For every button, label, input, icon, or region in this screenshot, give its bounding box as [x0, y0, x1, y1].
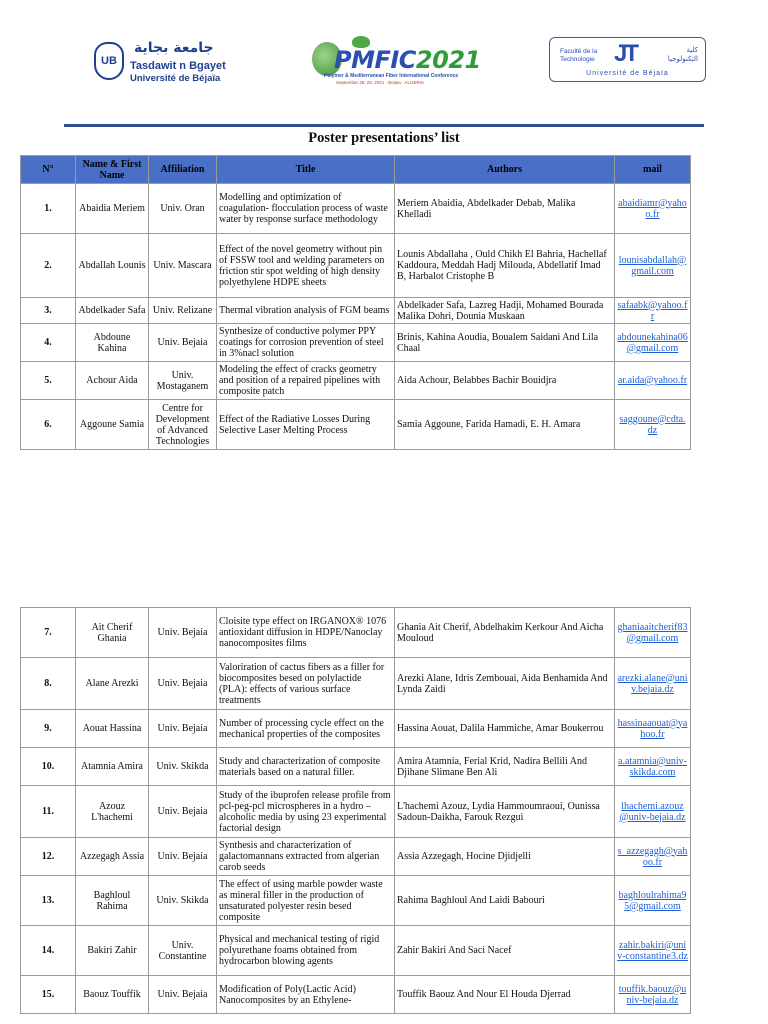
affiliation-cell: Univ. Bejaia: [149, 976, 217, 1014]
header-authors: Authors: [395, 156, 615, 184]
table-row: [21, 362, 691, 400]
authors-cell: Meriem Abaidia, Abdelkader Debab, Malika Khelladi: [395, 184, 615, 234]
authors-cell: Hassina Aouat, Dalila Hammiche, Amar Boukerrou: [395, 710, 615, 748]
faculty-university-name: Université de Béjaïa: [586, 70, 669, 77]
mail-link[interactable]: abdounekahina06@gmail.com: [615, 324, 691, 362]
presenter-name: Abdoune Kahina: [76, 324, 149, 362]
row-number: 12.: [21, 838, 76, 876]
faculty-arabic-name: كلية التكنولوجيا: [667, 46, 698, 63]
row-number: 15.: [21, 976, 76, 1014]
table-row: [21, 748, 691, 786]
university-bejaia-logo: [94, 40, 234, 86]
table-row: [21, 298, 691, 324]
mail-link[interactable]: zahir.bakiri@univ-constantine3.dz: [615, 926, 691, 976]
presenter-name: Atamnia Amira: [76, 748, 149, 786]
table-row: [21, 876, 691, 926]
mail-link[interactable]: touffik.baouz@univ-bejaia.dz: [615, 976, 691, 1014]
faculty-french-name: Faculté de la Technologie: [560, 48, 598, 63]
authors-cell: Lounis Abdallaha , Ould Chikh El Bahria, Hachellaf Kaddoura, Meddah Hadj Milouda, Abdellatif Imad B, Harbalot Cristophe B: [395, 234, 615, 298]
authors-cell: Rahima Baghloul And Laidi Babouri: [395, 876, 615, 926]
row-number: 1.: [21, 184, 76, 234]
header-mail: mail: [615, 156, 691, 184]
presenter-name: Aouat Hassina: [76, 710, 149, 748]
affiliation-cell: Univ. Mostaganem: [149, 362, 217, 400]
conference-date: September 28, 29, 2021 · Bejaia · ALGERIA: [336, 80, 425, 85]
page-title: Poster presentations’ list: [308, 130, 460, 146]
table-row: [21, 838, 691, 876]
presenter-name: Azzegagh Assia: [76, 838, 149, 876]
presenter-name: Bakiri Zahir: [76, 926, 149, 976]
logo-line-1: Tasdawit n Bgayet: [130, 60, 226, 72]
table-row: [21, 400, 691, 450]
row-number: 4.: [21, 324, 76, 362]
poster-title: Valoriration of cactus fibers as a filler for biocomposites besed on polylactide (PLA): effects of various surface treatments: [217, 658, 395, 710]
mail-link[interactable]: a.atamnia@univ-skikda.com: [615, 748, 691, 786]
poster-title: Study of the ibuprofen release profile from pcl-peg-pcl microspheres in a hydro – alcoholic media by using 23 experimental factorial design: [217, 786, 395, 838]
poster-title: Modification of Poly(Lactic Acid) Nanocomposites by an Ethylene-: [217, 976, 395, 1014]
presenter-name: Abdelkader Safa: [76, 298, 149, 324]
presenter-name: Aggoune Samia: [76, 400, 149, 450]
authors-cell: Aida Achour, Belabbes Bachir Bouidjra: [395, 362, 615, 400]
poster-title: Effect of the Radiative Losses During Selective Laser Melting Process: [217, 400, 395, 450]
poster-title: Study and characterization of composite materials based on a natural filler.: [217, 748, 395, 786]
table-row: [21, 926, 691, 976]
poster-title: Modeling the effect of cracks geometry and position of a repaired pipelines with composite patch: [217, 362, 395, 400]
table-row: [21, 710, 691, 748]
poster-table-1: [20, 155, 691, 450]
mail-link[interactable]: ar.aida@yahoo.fr: [615, 362, 691, 400]
affiliation-cell: Univ. Bejaia: [149, 608, 217, 658]
mail-link[interactable]: safaabk@yahoo.fr: [615, 298, 691, 324]
row-number: 13.: [21, 876, 76, 926]
table-row: [21, 234, 691, 298]
presenter-name: Ait Cherif Ghania: [76, 608, 149, 658]
row-number: 10.: [21, 748, 76, 786]
presenter-name: Abdallah Lounis: [76, 234, 149, 298]
affiliation-cell: Univ. Bejaia: [149, 786, 217, 838]
poster-title: The effect of using marble powder waste as mineral filler in the production of unsaturated polyester resin besed composite: [217, 876, 395, 926]
table-row: [21, 786, 691, 838]
conference-year: 2021: [415, 46, 481, 74]
affiliation-cell: Univ. Oran: [149, 184, 217, 234]
affiliation-cell: Univ. Bejaia: [149, 658, 217, 710]
poster-table-2: [20, 607, 691, 1014]
affiliation-cell: Univ. Mascara: [149, 234, 217, 298]
row-number: 11.: [21, 786, 76, 838]
row-number: 8.: [21, 658, 76, 710]
authors-cell: Samia Aggoune, Farida Hamadi, E. H. Amara: [395, 400, 615, 450]
table-row: [21, 184, 691, 234]
logo-line-2: Université de Béjaïa: [130, 73, 221, 84]
presenter-name: Achour Aida: [76, 362, 149, 400]
affiliation-cell: Univ. Skikda: [149, 876, 217, 926]
poster-title: Number of processing cycle effect on the mechanical properties of the composites: [217, 710, 395, 748]
presenter-name: Alane Arezki: [76, 658, 149, 710]
presenter-name: Baghloul Rahima: [76, 876, 149, 926]
presenter-name: Azouz L'hachemi: [76, 786, 149, 838]
header-affiliation: Affiliation: [149, 156, 217, 184]
mail-link[interactable]: saggoune@cdta.dz: [615, 400, 691, 450]
row-number: 6.: [21, 400, 76, 450]
authors-cell: Arezki Alane, Idris Zembouai, Aida Benhamida And Lynda Zaidi: [395, 658, 615, 710]
mail-link[interactable]: arezki.alane@univ.bejaia.dz: [615, 658, 691, 710]
poster-title: Synthesize of conductive polymer PPY coatings for corrosion prevention of steel in 3%nacl solution: [217, 324, 395, 362]
authors-cell: Brinis, Kahina Aoudia, Boualem Saidani And Lila Chaal: [395, 324, 615, 362]
authors-cell: Assia Azzegagh, Hocine Djidjelli: [395, 838, 615, 876]
faculty-mark-icon: JT: [614, 40, 637, 67]
table-header-row: [21, 156, 691, 184]
poster-title: Physical and mechanical testing of rigid polyurethane foams obtained from hydrocarbon blowing agents: [217, 926, 395, 976]
row-number: 9.: [21, 710, 76, 748]
poster-title: Modelling and optimization of coagulation- flocculation process of waste water by response surface methodology: [217, 184, 395, 234]
row-number: 14.: [21, 926, 76, 976]
authors-cell: L'hachemi Azouz, Lydia Hammoumraoui, Ounissa Sadoun-Daikha, Farouk Rezgui: [395, 786, 615, 838]
row-number: 7.: [21, 608, 76, 658]
affiliation-cell: Univ. Bejaia: [149, 710, 217, 748]
mail-link[interactable]: ghaniaaitcherif83@gmail.com: [615, 608, 691, 658]
table-row: [21, 324, 691, 362]
row-number: 2.: [21, 234, 76, 298]
affiliation-cell: Univ. Constantine: [149, 926, 217, 976]
authors-cell: Amira Atamnia, Ferial Krid, Nadira Bellili And Djihane Slimane Ben Ali: [395, 748, 615, 786]
table-row: [21, 976, 691, 1014]
conference-subtitle: Polymer & Mediterranean Fiber International Conference: [324, 73, 459, 79]
header-name: Name & First Name: [76, 156, 149, 184]
mail-link[interactable]: baghloulrahima95@gmail.com: [615, 876, 691, 926]
header-num: N°: [21, 156, 76, 184]
faculty-technology-logo: [549, 37, 706, 82]
row-number: 5.: [21, 362, 76, 400]
affiliation-cell: Univ. Bejaia: [149, 324, 217, 362]
affiliation-cell: Univ. Skikda: [149, 748, 217, 786]
presenter-name: Abaidia Meriem: [76, 184, 149, 234]
row-number: 3.: [21, 298, 76, 324]
poster-title: Thermal vibration analysis of FGM beams: [217, 298, 395, 324]
authors-cell: Ghania Ait Cherif, Abdelhakim Kerkour And Aicha Mouloud: [395, 608, 615, 658]
authors-cell: Abdelkader Safa, Lazreg Hadji, Mohamed Bourada Malika Dohri, Dounia Muskaan: [395, 298, 615, 324]
mail-link[interactable]: lounisabdallah@gmail.com: [615, 234, 691, 298]
mail-link[interactable]: abaidiamr@yahoo.fr: [615, 184, 691, 234]
affiliation-cell: Univ. Bejaia: [149, 838, 217, 876]
authors-cell: Touffik Baouz And Nour El Houda Djerrad: [395, 976, 615, 1014]
authors-cell: Zahir Bakiri And Saci Nacef: [395, 926, 615, 976]
header-divider: [64, 124, 704, 127]
affiliation-cell: Centre for Development of Advanced Technologies: [149, 400, 217, 450]
poster-title: Synthesis and characterization of galactomannans extracted from algerian carob seeds: [217, 838, 395, 876]
mail-link[interactable]: hassinaaouat@yahoo.fr: [615, 710, 691, 748]
table-row: [21, 658, 691, 710]
header-title: Title: [217, 156, 395, 184]
university-seal-icon: UB: [94, 42, 124, 80]
presenter-name: Baouz Touffik: [76, 976, 149, 1014]
mail-link[interactable]: lhachemi.azouz@univ-bejaia.dz: [615, 786, 691, 838]
conference-name: PMFIC: [334, 46, 416, 74]
table-row: [21, 608, 691, 658]
logo-arabic-name: جامعة بجاية: [134, 40, 214, 56]
pmfic-conference-logo: [312, 36, 481, 90]
affiliation-cell: Univ. Relizane: [149, 298, 217, 324]
mail-link[interactable]: s_azzegagh@yahoo.fr: [615, 838, 691, 876]
poster-title: Effect of the novel geometry without pin of FSSW tool and welding parameters on friction stir spot welding of high density polyethylene HDPE sheets: [217, 234, 395, 298]
poster-title: Cloisite type effect on IRGANOX® 1076 antioxidant diffusion in HDPE/Nanoclay nanocomposites films: [217, 608, 395, 658]
